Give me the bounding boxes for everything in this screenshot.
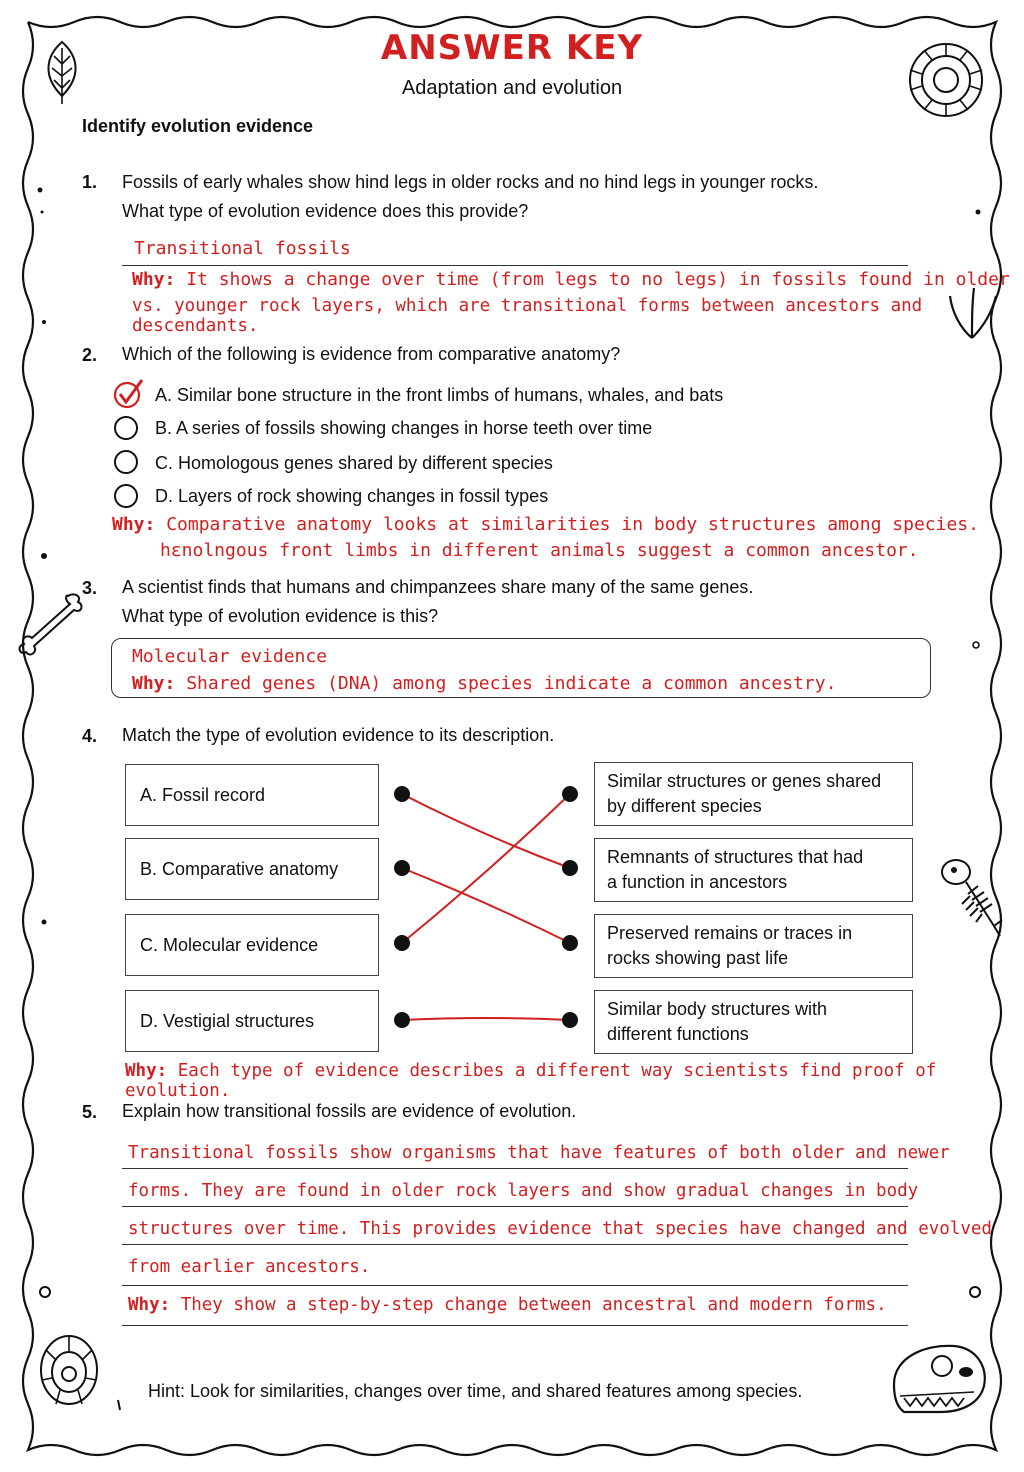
why-text: They show a step-by-step change between ancestral and modern forms. (180, 1295, 887, 1315)
match-right-text: Remnants of structures that had (607, 847, 864, 867)
page-subtitle: Adaptation and evolution (401, 77, 623, 99)
question-text: What type of evolution evidence is this? (122, 606, 439, 626)
match-dot-left[interactable] (394, 935, 410, 951)
match-left-c[interactable]: C. Molecular evidence (125, 914, 379, 976)
match-line (402, 868, 570, 943)
answer-text: Molecular evidence (132, 646, 328, 667)
match-dot-right[interactable] (562, 1012, 578, 1028)
why-line (125, 1061, 1024, 1101)
why-label: Why: (132, 269, 176, 290)
match-right-text: by different species (607, 796, 762, 816)
why-label: Why: (125, 1061, 168, 1081)
answer-line (122, 1244, 908, 1245)
why-line (132, 673, 836, 694)
match-line (402, 794, 570, 868)
answer-line (122, 1168, 908, 1169)
question-number: 2. (82, 345, 98, 365)
option-b[interactable]: B. A series of fossils showing changes in horse teeth over time (155, 418, 653, 438)
why-text: Shared genes (DNA) among species indicate a common ancestry. (186, 673, 837, 694)
match-right-4[interactable] (594, 990, 913, 1054)
answer-line (122, 1285, 908, 1286)
match-right-text: rocks showing past life (607, 948, 789, 968)
why-label: Why: (112, 514, 156, 535)
why-line (112, 514, 979, 535)
option-d[interactable]: D. Layers of rock showing changes in fossil types (155, 486, 549, 506)
match-right-text: Similar structures or genes shared (607, 771, 882, 791)
match-left-a[interactable]: A. Fossil record (125, 764, 379, 826)
section-heading: Identify evolution evidence (82, 116, 314, 136)
answer-line (122, 1206, 908, 1207)
question-number: 1. (82, 172, 98, 192)
match-right-text: different functions (607, 1024, 749, 1044)
match-dot-left[interactable] (394, 860, 410, 876)
question-text: Fossils of early whales show hind legs in older rocks and no hind legs in younger rocks. (122, 172, 819, 192)
question-text: A scientist finds that humans and chimpanzees share many of the same genes. (122, 577, 754, 597)
why-line (128, 1295, 887, 1315)
match-left-d[interactable]: D. Vestigial structures (125, 990, 379, 1052)
match-right-3[interactable] (594, 914, 913, 978)
option-c[interactable]: C. Homologous genes shared by different species (155, 453, 553, 473)
why-text: Each type of evidence describes a different way scientists find proof of evolution. (125, 1061, 937, 1101)
match-right-2[interactable] (594, 838, 913, 902)
option-a[interactable]: A. Similar bone structure in the front limbs of humans, whales, and bats (155, 385, 724, 405)
match-left-b[interactable]: B. Comparative anatomy (125, 838, 379, 900)
why-label: Why: (132, 673, 176, 694)
match-line (402, 794, 570, 943)
answer-line (122, 1325, 908, 1326)
match-dot-right[interactable] (562, 786, 578, 802)
match-right-1[interactable] (594, 762, 913, 826)
match-dot-left[interactable] (394, 1012, 410, 1028)
question-text: What type of evolution evidence does this provide? (122, 201, 529, 221)
question-number: 3. (82, 578, 98, 598)
match-right-text: a function in ancestors (607, 872, 788, 892)
why-text: Comparative anatomy looks at similarities in body structures among species. (166, 514, 979, 535)
why-text: hɛnolngous front limbs in different animals suggest a common ancestor. (160, 540, 919, 561)
match-dot-right[interactable] (562, 935, 578, 951)
hint-text: Hint: Look for similarities, changes over time, and shared features among species. (148, 1381, 803, 1401)
matching-lines (380, 760, 594, 1060)
answer-line-text: forms. They are found in older rock layers and show gradual changes in body (128, 1181, 919, 1201)
match-right-text: Preserved remains or traces in (607, 923, 853, 943)
radio-option-b[interactable] (114, 416, 138, 440)
why-text: It shows a change over time (from legs to no legs) in fossils found in older (186, 269, 1010, 290)
answer-line-text: from earlier ancestors. (128, 1257, 371, 1277)
radio-option-c[interactable] (114, 450, 138, 474)
match-line (402, 1018, 570, 1020)
why-line (132, 269, 1010, 290)
radio-option-d[interactable] (114, 484, 138, 508)
why-label: Why: (128, 1295, 171, 1315)
question-text: Match the type of evolution evidence to its description. (122, 725, 555, 745)
page-title: ANSWER KEY (380, 28, 644, 68)
check-icon (112, 378, 146, 410)
answer-line-text: structures over time. This provides evidence that species have changed and evolved (128, 1219, 992, 1239)
answer-line (122, 265, 908, 266)
question-text: Explain how transitional fossils are evidence of evolution. (122, 1101, 577, 1121)
answer-line-text: Transitional fossils show organisms that have features of both older and newer (128, 1143, 950, 1163)
answer-text: Transitional fossils (134, 238, 351, 259)
match-right-text: Similar body structures with (607, 999, 828, 1019)
why-text: vs. younger rock layers, which are transitional forms between ancestors and descendants. (132, 296, 923, 336)
match-dot-left[interactable] (394, 786, 410, 802)
question-number: 4. (82, 726, 98, 746)
match-dot-right[interactable] (562, 860, 578, 876)
question-text: Which of the following is evidence from comparative anatomy? (122, 344, 621, 364)
question-number: 5. (82, 1102, 98, 1122)
